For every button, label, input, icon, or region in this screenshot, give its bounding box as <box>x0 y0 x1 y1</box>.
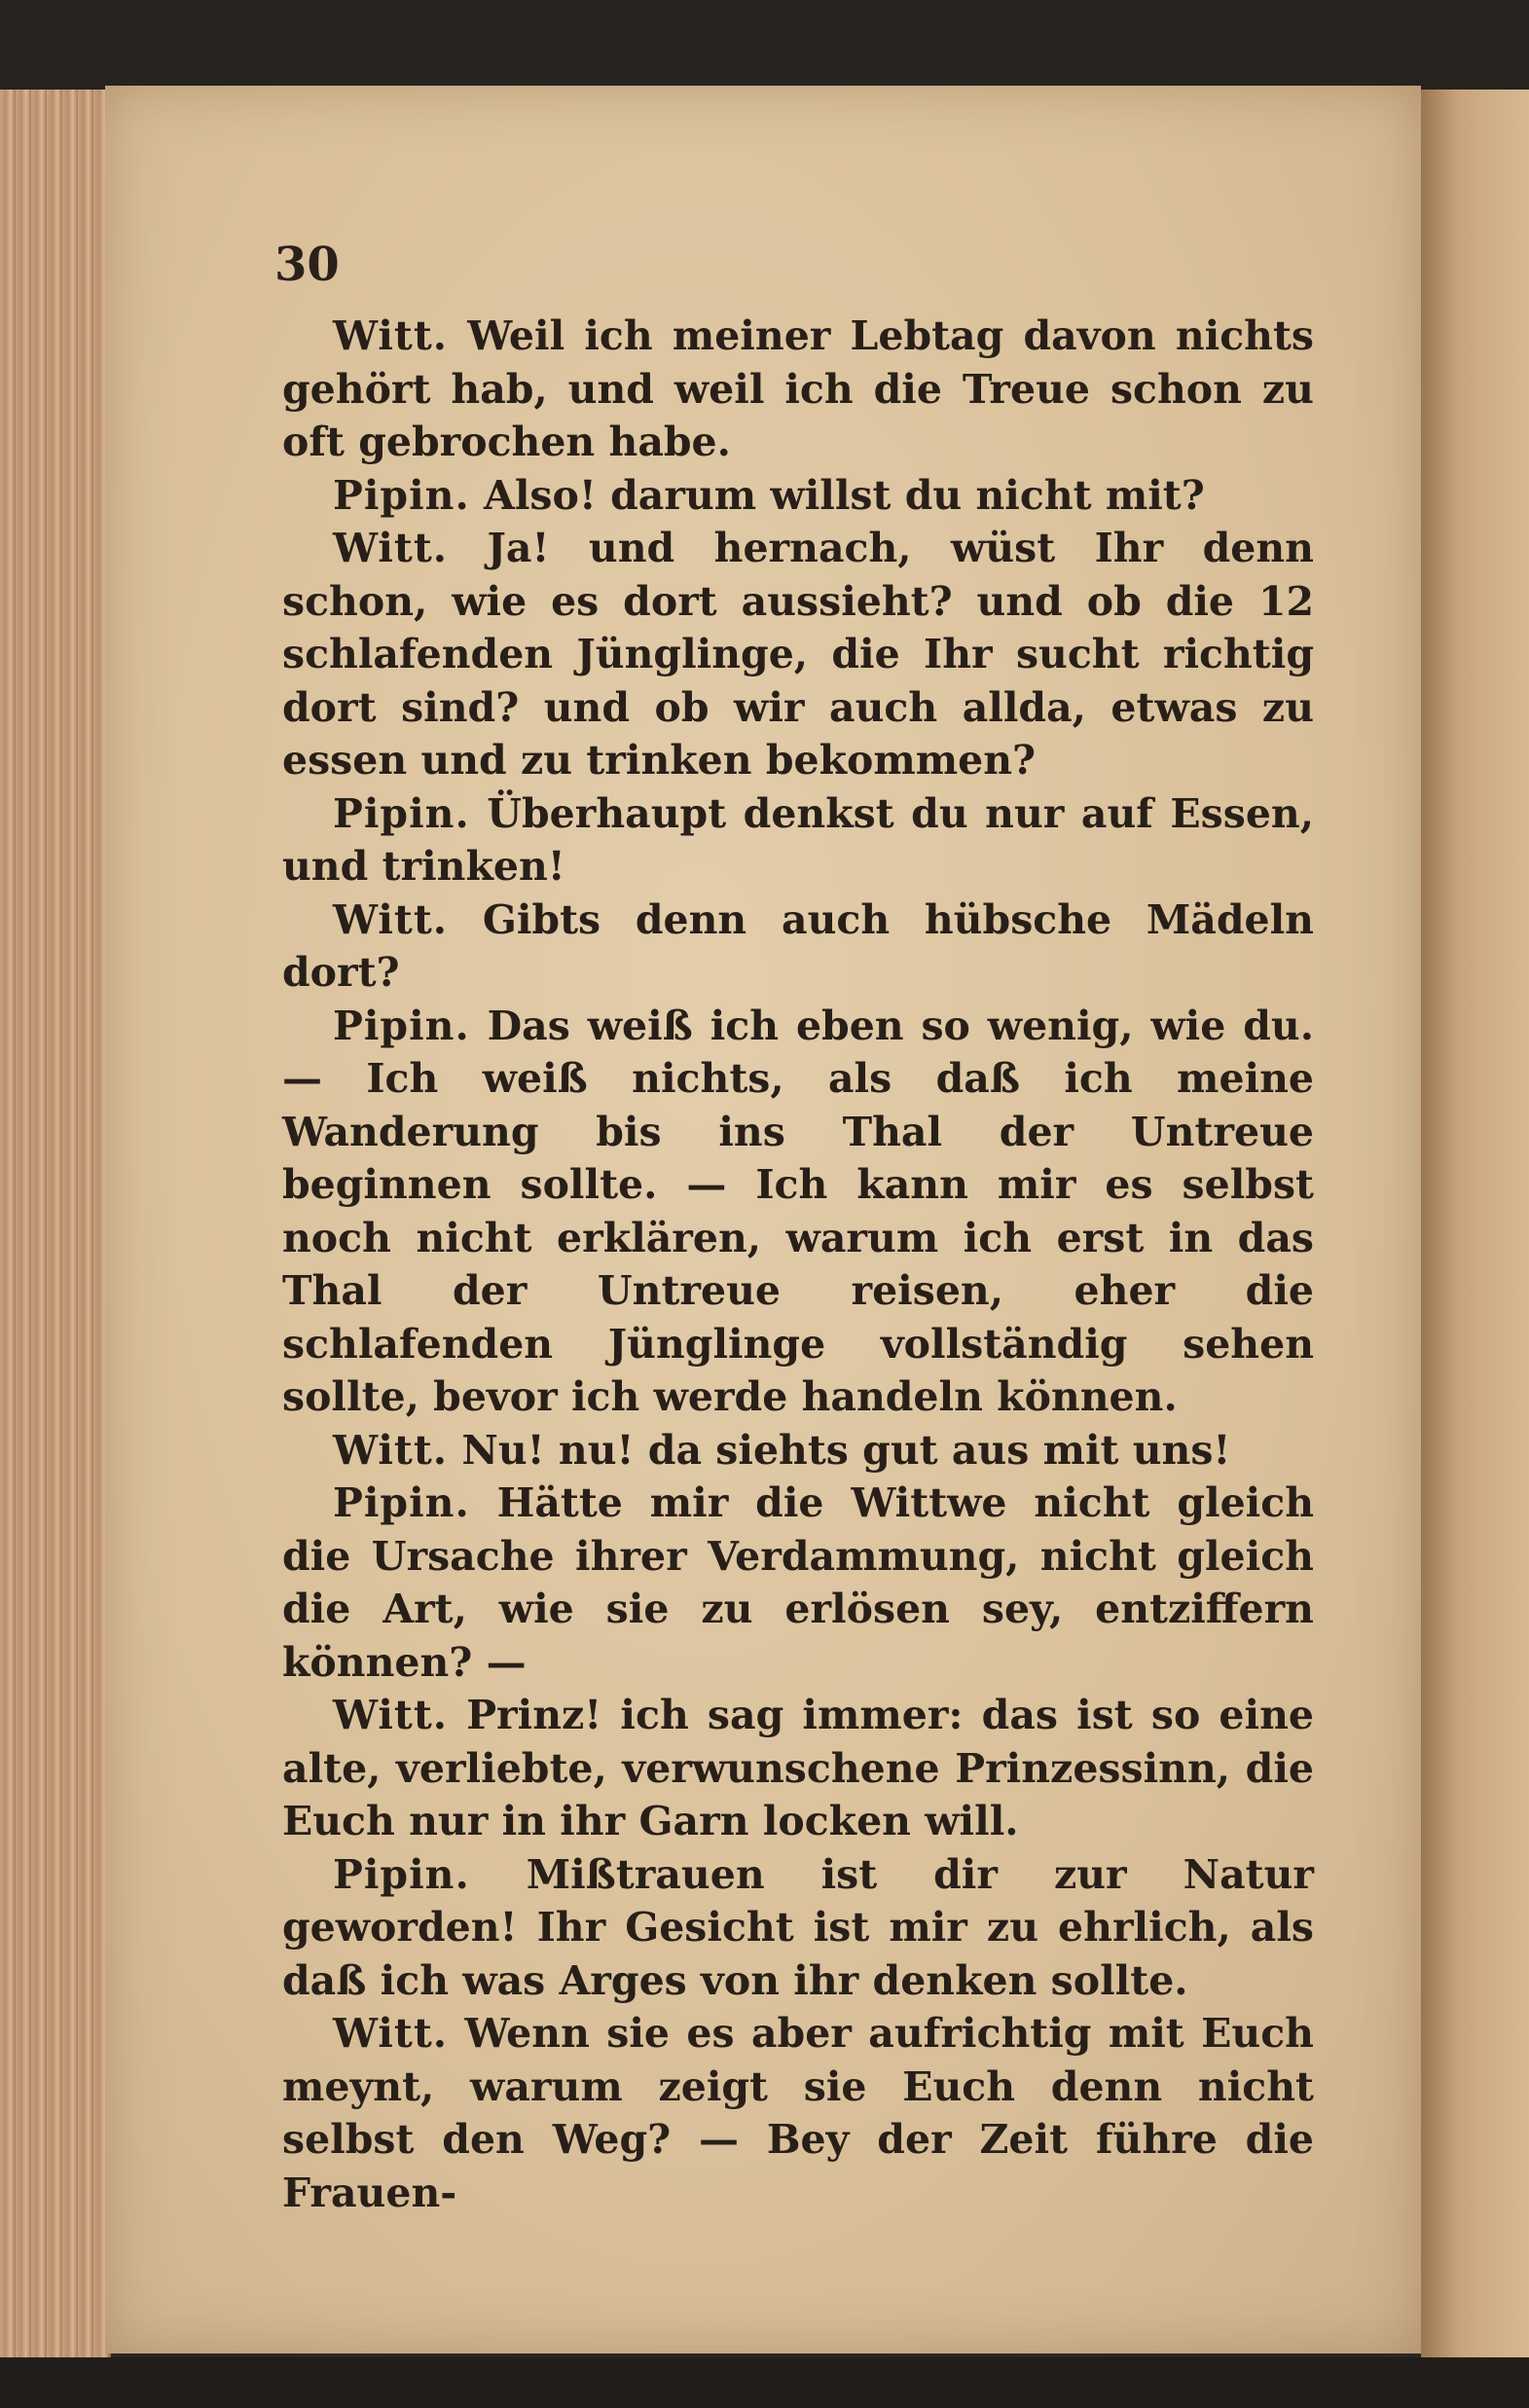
paragraph <box>282 310 1314 469</box>
paragraph <box>282 894 1314 1000</box>
facing-page-edge <box>1421 90 1529 2357</box>
paragraph <box>282 469 1314 523</box>
speaker-name: Pipin. <box>333 1002 470 1049</box>
paragraph-text: Nu! nu! da siehts gut aus mit uns! <box>461 1426 1231 1474</box>
speaker-name: Witt. <box>333 895 449 943</box>
paragraph <box>282 1000 1314 1424</box>
paragraph-text: Prinz! ich sag immer: das ist so eine alte, verliebte, verwunschene Prinzessinn, die Euch nur in ihr Garn locken will. <box>282 1692 1314 1844</box>
dialogue-text <box>282 310 1314 2219</box>
paragraph-text: Überhaupt denkst du nur auf Essen, und trinken! <box>282 789 1314 890</box>
paragraph <box>282 2007 1314 2219</box>
paragraph-text: Weil ich meiner Lebtag davon nichts gehört hab, und weil ich die Treue schon zu oft gebrochen habe. <box>282 312 1315 465</box>
paragraph <box>282 787 1314 894</box>
scan-background-bottom <box>0 2357 1529 2408</box>
speaker-name: Witt. <box>333 525 449 571</box>
speaker-name: Pipin. <box>333 471 470 519</box>
speaker-name: Pipin. <box>333 1850 470 1898</box>
paragraph-text: Mißtrauen ist dir zur Natur geworden! Ihr Gesicht ist mir zu ehrlich, als daß ich was Arges von ihr denken sollte. <box>282 1850 1314 2004</box>
scan-background-top <box>0 0 1529 90</box>
speaker-name: Witt. <box>333 312 449 359</box>
paragraph <box>282 1477 1314 1689</box>
paragraph-text: Gibts denn auch hübsche Mädeln dort? <box>282 895 1314 996</box>
paragraph <box>282 522 1314 787</box>
page-edges-left <box>0 90 111 2357</box>
page-number: 30 <box>274 237 340 292</box>
speaker-name: Witt. <box>333 2010 449 2057</box>
paragraph <box>282 1689 1314 1848</box>
paragraph <box>282 1424 1314 1478</box>
paragraph-text: Das weiß ich eben so wenig, wie du. — Ich weiß nichts, als daß ich meine Wanderung bis ins Thal der Untreue beginnen sollte. — Ich kann mir es selbst noch nicht erklären, warum ich erst in das Thal der Untreue reisen, eher die schlafenden Jünglinge vollständig sehen sollte, bevor ich werde handeln können. <box>282 1002 1314 1420</box>
paragraph-text: Wenn sie es aber aufrichtig mit Euch meynt, warum zeigt sie Euch denn nicht selbst den Weg? — Bey der Zeit führe die Frauen- <box>282 2010 1314 2216</box>
paragraph-text: Ja! und hernach, wüst Ihr denn schon, wie es dort aussieht? und ob die 12 schlafenden Jünglinge, die Ihr sucht richtig dort sind? und ob wir auch allda, etwas zu essen und zu trinken bekommen? <box>282 525 1314 784</box>
speaker-name: Witt. <box>333 1426 449 1474</box>
paragraph-text: Hätte mir die Wittwe nicht gleich die Ursache ihrer Verdammung, nicht gleich die Art, wie sie zu erlösen sey, entziffern können? — <box>282 1479 1315 1686</box>
speaker-name: Pipin. <box>333 1479 470 1526</box>
paragraph-text: Also! darum willst du nicht mit? <box>484 471 1205 519</box>
speaker-name: Witt. <box>333 1692 449 1738</box>
paragraph <box>282 1848 1314 2008</box>
speaker-name: Pipin. <box>333 789 470 837</box>
